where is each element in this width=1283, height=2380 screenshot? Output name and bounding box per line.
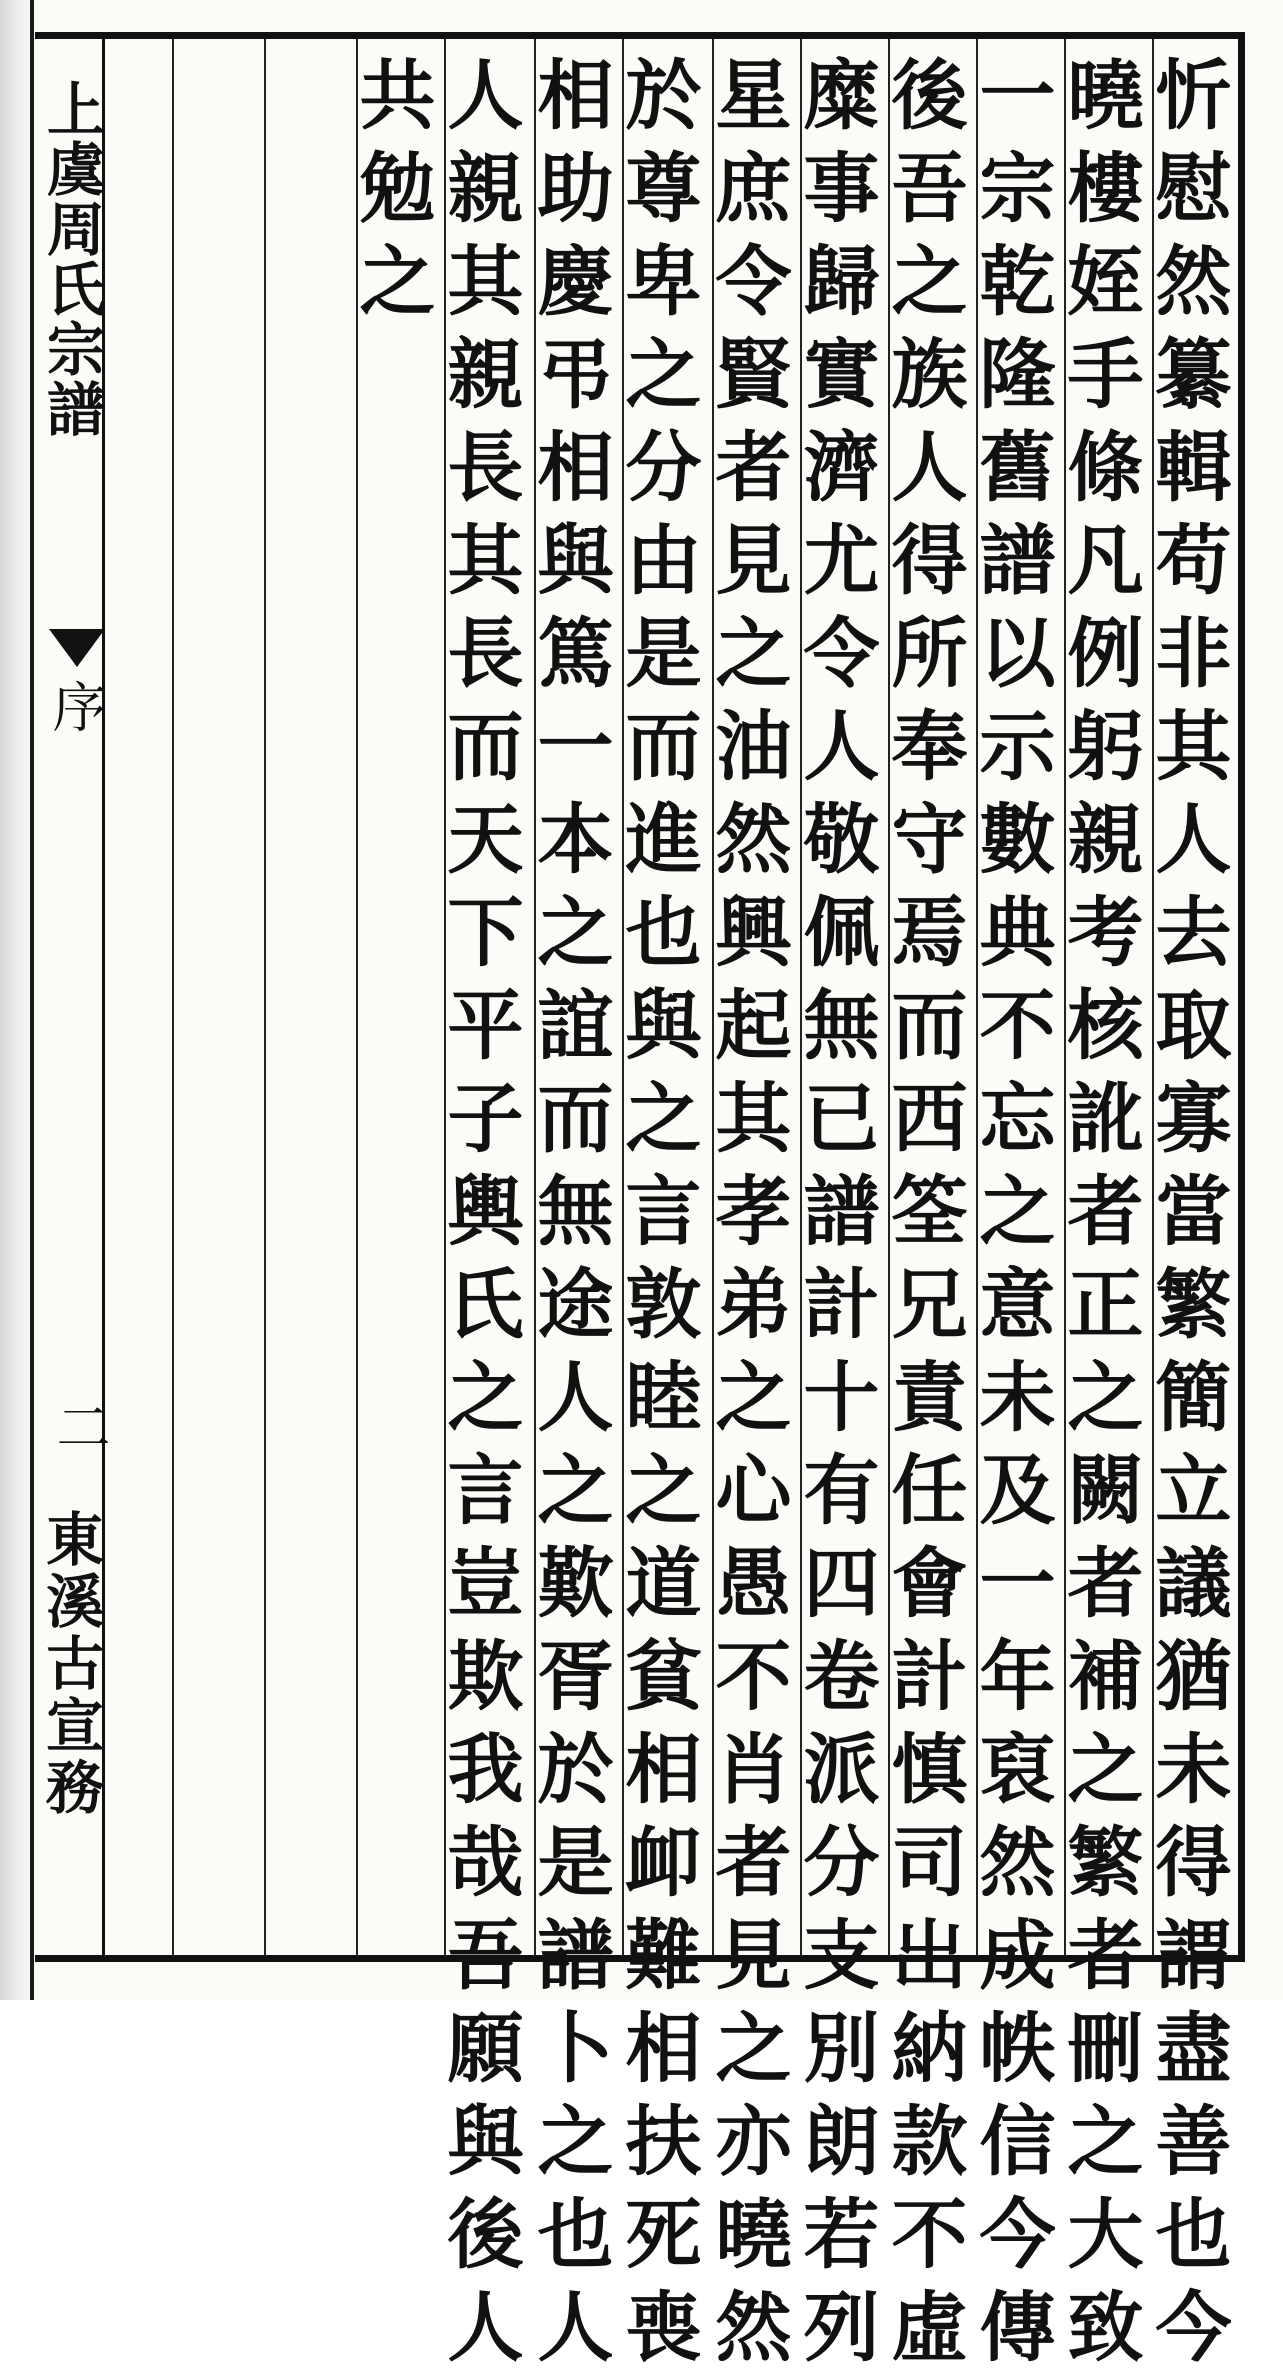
section-label: 序 bbox=[44, 679, 107, 733]
text-column-4: 後吾之族人得所奉守焉而西筌兄責任會計慎司出納款不虛 bbox=[879, 55, 968, 2380]
text-column-7: 於尊卑之分由是而進也與之言敦睦之道貧相卹難相扶死喪 bbox=[613, 55, 702, 2380]
column-rule bbox=[264, 39, 266, 1955]
banxin-fold-column bbox=[35, 39, 111, 1955]
text-column-10: 共勉之 bbox=[347, 55, 436, 334]
book-title: 上虞周氏宗譜 bbox=[37, 79, 105, 439]
text-column-9: 人親其親長其長而天下平子輿氏之言豈欺我哉吾願與後人 bbox=[435, 55, 524, 2380]
text-column-1: 忻慰然纂輯苟非其人去取寡當繁簡立議猶未得謂盡善也今 bbox=[1143, 55, 1232, 2380]
text-column-2: 曉樓姪手條凡例躬親考核訛者正之闕者補之繁者刪之大致 bbox=[1055, 55, 1144, 2380]
text-column-6: 星庶令賢者見之油然興起其孝弟之心愚不肖者見之亦曉然 bbox=[703, 55, 792, 2380]
column-rule bbox=[172, 39, 174, 1955]
text-column-5: 糜事歸實濟尤令人敬佩無已譜計十有四卷派分支別朗若列 bbox=[791, 55, 880, 2380]
fishtail-mark-icon bbox=[49, 629, 105, 667]
binding-line bbox=[30, 0, 34, 2000]
page-number: 二 bbox=[48, 1399, 111, 1453]
hall-name: 東溪古宣務 bbox=[36, 1509, 104, 1819]
text-column-3: 一宗乾隆舊譜以示數典不忘之意未及一年裒然成帙信今傳 bbox=[967, 55, 1056, 2380]
text-column-8: 相助慶弔相與篤一本之誼而無途人之歎胥於是譜卜之也人 bbox=[525, 55, 614, 2380]
